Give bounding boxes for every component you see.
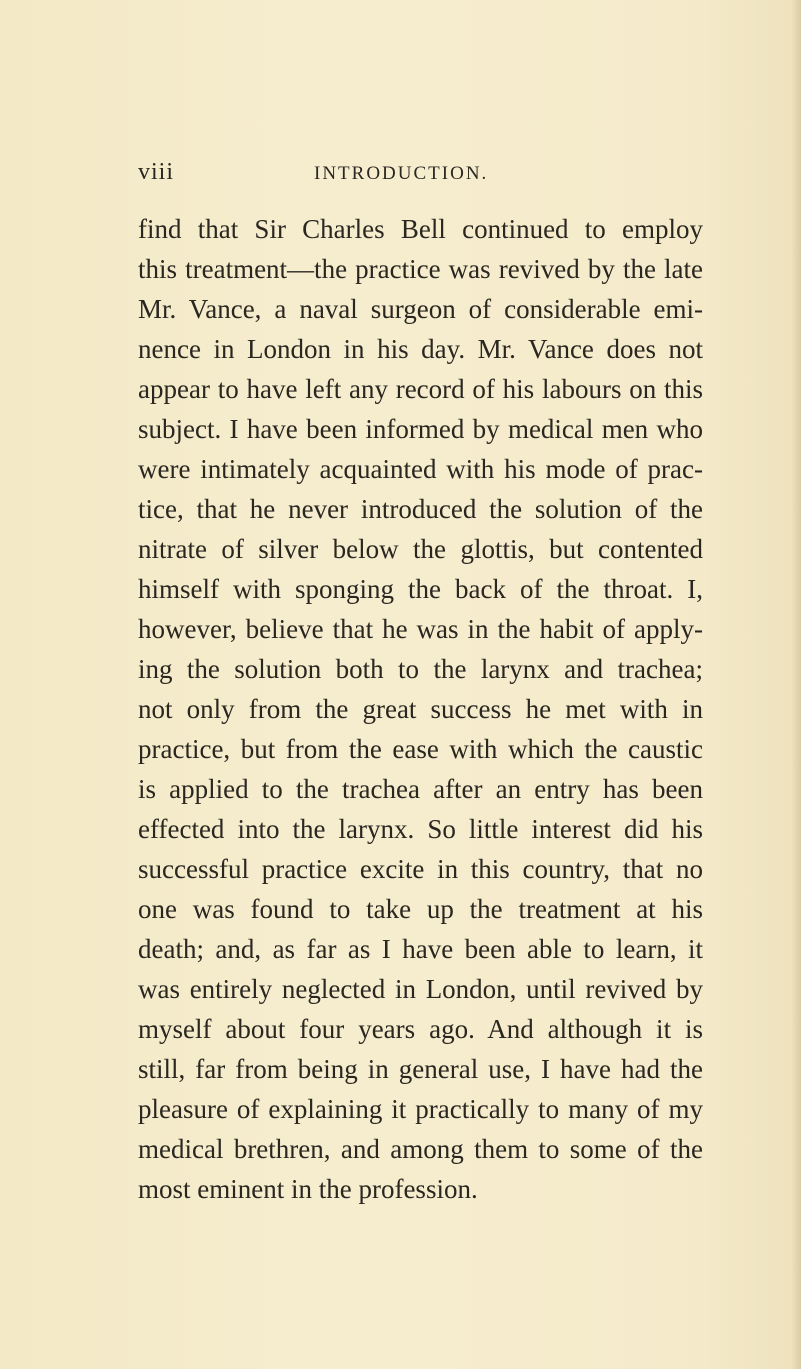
running-head <box>138 158 698 186</box>
text-line: medical brethren, and among them to some of the <box>138 1134 703 1164</box>
text-line: effected into the larynx. So little interest did his <box>138 814 703 844</box>
text-line: subject. I have been informed by medical men who <box>138 414 703 444</box>
text-line: pleasure of explaining it practically to many of my <box>138 1094 703 1124</box>
body-paragraph <box>138 209 703 1209</box>
text-line: one was found to take up the treatment at his <box>138 894 703 924</box>
text-line: successful practice excite in this country, that no <box>138 854 703 884</box>
text-line: tice, that he never introduced the solution of the <box>138 494 703 524</box>
page-number: viii <box>138 159 175 185</box>
text-line: appear to have left any record of his labours on this <box>138 374 703 404</box>
text-line: ing the solution both to the larynx and trachea; <box>138 654 703 684</box>
text-line: nitrate of silver below the glottis, but contented <box>138 534 703 564</box>
text-line: most eminent in the profession. <box>138 1174 478 1204</box>
text-line: still, far from being in general use, I have had the <box>138 1054 703 1084</box>
running-head-title: INTRODUCTION. <box>314 163 489 184</box>
text-line: himself with sponging the back of the throat. I, <box>138 574 703 604</box>
text-line: however, believe that he was in the habit of apply- <box>138 614 703 644</box>
text-line: were intimately acquainted with his mode of prac- <box>138 454 703 484</box>
text-line: nence in London in his day. Mr. Vance does not <box>138 334 703 364</box>
text-line: this treatment—the practice was revived by the late <box>138 254 703 284</box>
text-line: myself about four years ago. And although it is <box>138 1014 703 1044</box>
text-line: Mr. Vance, a naval surgeon of considerable emi- <box>138 294 703 324</box>
text-line: not only from the great success he met with in <box>138 694 703 724</box>
page-edge-shadow <box>791 0 801 1369</box>
text-line: find that Sir Charles Bell continued to employ <box>138 214 703 244</box>
text-line: is applied to the trachea after an entry has been <box>138 774 703 804</box>
text-line: was entirely neglected in London, until revived by <box>138 974 703 1004</box>
text-line: practice, but from the ease with which the caustic <box>138 734 703 764</box>
text-line: death; and, as far as I have been able to learn, it <box>138 934 703 964</box>
